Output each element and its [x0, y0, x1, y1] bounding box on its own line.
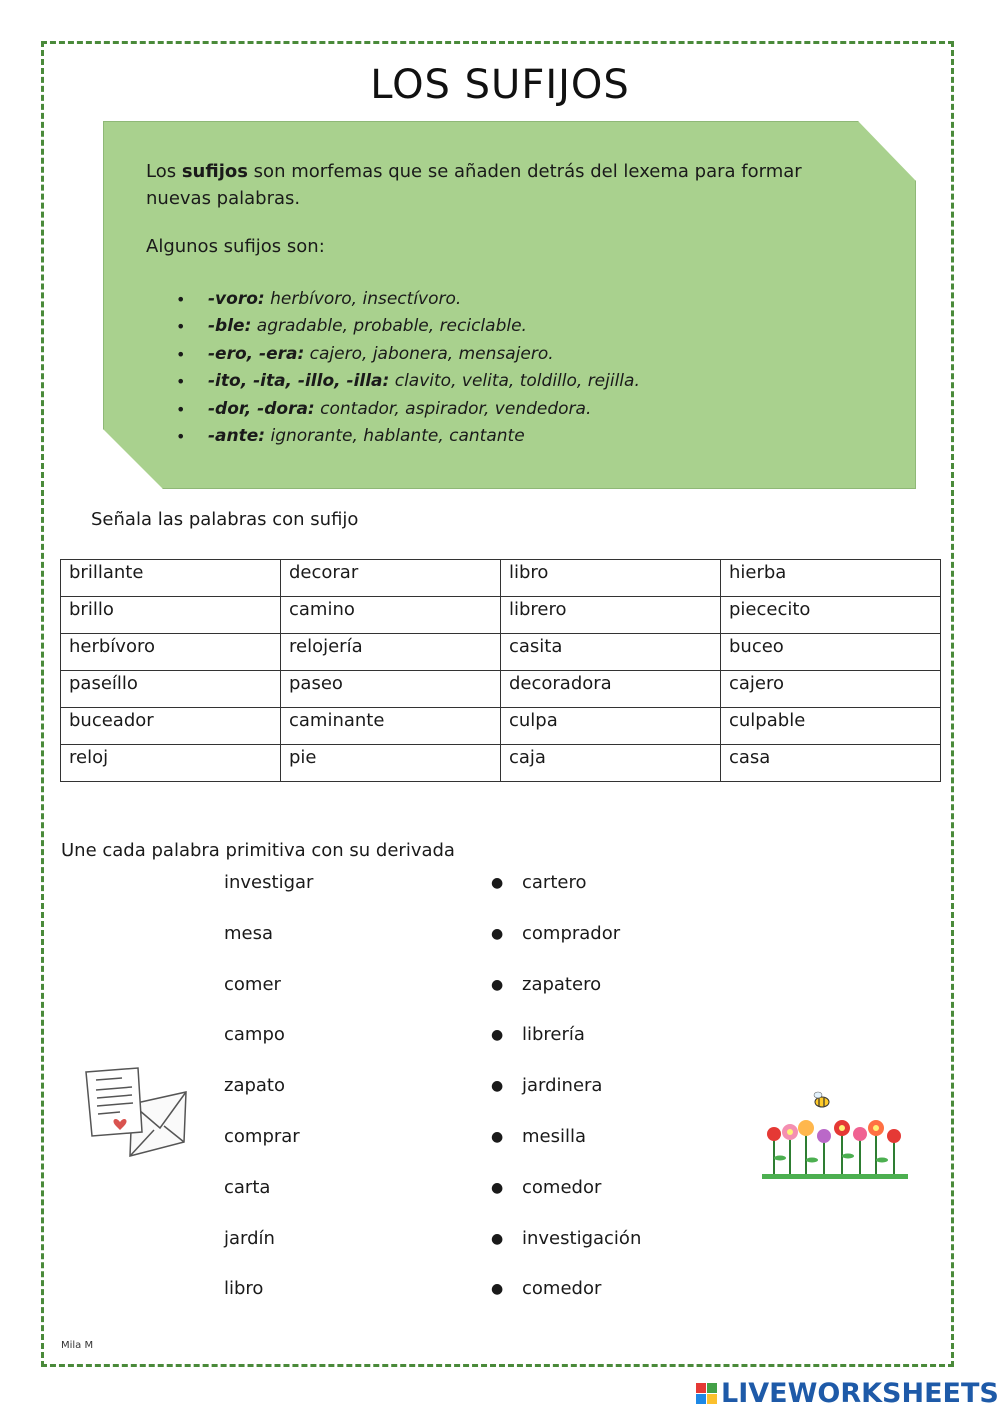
derived-word-label: jardinera: [522, 1075, 603, 1097]
primitive-word[interactable]: comprar: [224, 1125, 300, 1147]
primitive-word[interactable]: zapato: [224, 1075, 286, 1097]
derived-word-label: comprador: [522, 922, 621, 944]
suffix-name: -ito, -ita, -illo, -illa:: [208, 371, 390, 392]
definition-term: sufijos: [181, 161, 248, 182]
derived-word[interactable]: [491, 1125, 641, 1176]
table-row: [61, 671, 941, 708]
bullet-icon: ●: [491, 1230, 504, 1247]
derived-word-label: zapatero: [522, 973, 602, 995]
word-cell[interactable]: herbívoro: [61, 634, 281, 671]
derived-word[interactable]: [491, 1074, 641, 1125]
derived-word-label: cartero: [522, 872, 587, 893]
word-cell[interactable]: brillante: [61, 560, 281, 597]
suffix-examples: ignorante, hablante, cantante: [265, 426, 525, 447]
word-cell[interactable]: decoradora: [501, 671, 721, 708]
suffix-examples: clavito, velita, toldillo, rejilla.: [389, 371, 640, 392]
derived-word-label: comedor: [522, 1278, 602, 1300]
derived-word[interactable]: [491, 871, 641, 922]
bullet-icon: ●: [491, 1078, 504, 1095]
derived-word-list: [491, 871, 641, 1328]
bullet-icon: ●: [491, 1027, 504, 1044]
brand-logo-icon: [696, 1383, 717, 1404]
word-cell[interactable]: pie: [281, 745, 501, 782]
derived-word[interactable]: [491, 922, 641, 973]
suffix-name: -ble:: [208, 316, 252, 337]
derived-word[interactable]: [491, 1277, 641, 1328]
bullet-icon: ●: [491, 925, 504, 942]
table-row: [61, 597, 941, 634]
brand-footer[interactable]: [696, 1378, 999, 1409]
exercise2-instruction: Une cada palabra primitiva con su derivada: [61, 840, 455, 861]
suffix-item: [176, 368, 640, 395]
suffix-examples: cajero, jabonera, mensajero.: [304, 343, 554, 364]
derived-word-label: mesilla: [522, 1125, 587, 1147]
word-cell[interactable]: casita: [501, 634, 721, 671]
word-cell[interactable]: camino: [281, 597, 501, 634]
primitive-word[interactable]: comer: [224, 973, 281, 995]
bullet-icon: ●: [491, 875, 504, 891]
bullet-icon: ●: [491, 976, 504, 993]
brand-name: LIVEWORKSHEETS: [721, 1378, 999, 1409]
author-credit: Mila M: [61, 1340, 94, 1351]
page-title: LOS SUFIJOS: [370, 62, 630, 108]
definition-prefix: Los: [146, 161, 182, 182]
primitive-word[interactable]: carta: [224, 1176, 271, 1198]
suffix-item: [176, 286, 640, 313]
table-row: [61, 560, 941, 597]
word-cell[interactable]: relojería: [281, 634, 501, 671]
primitive-word[interactable]: mesa: [224, 922, 274, 944]
word-cell[interactable]: cajero: [721, 671, 941, 708]
word-table: [60, 559, 941, 782]
primitive-word-list: [224, 871, 313, 1328]
suffix-item: [176, 396, 640, 423]
word-cell[interactable]: paseíllo: [61, 671, 281, 708]
word-cell[interactable]: hierba: [721, 560, 941, 597]
word-cell[interactable]: reloj: [61, 745, 281, 782]
suffix-name: -ero, -era:: [208, 343, 305, 364]
table-row: [61, 634, 941, 671]
suffix-name: -dor, -dora:: [208, 398, 315, 419]
table-row: [61, 745, 941, 782]
suffix-examples: contador, aspirador, vendedora.: [314, 398, 592, 419]
derived-word[interactable]: [491, 1023, 641, 1074]
word-cell[interactable]: brillo: [61, 597, 281, 634]
primitive-word[interactable]: investigar: [224, 872, 314, 893]
word-cell[interactable]: caminante: [281, 708, 501, 745]
word-cell[interactable]: casa: [721, 745, 941, 782]
definition-rest: son morfemas que se añaden detrás del lexema para formar nuevas palabras.: [146, 161, 802, 209]
word-cell[interactable]: piececito: [721, 597, 941, 634]
some-suffixes-label: Algunos sufijos son:: [146, 236, 325, 257]
word-cell[interactable]: culpa: [501, 708, 721, 745]
primitive-word[interactable]: jardín: [224, 1227, 275, 1249]
flowers-illustration: [762, 1088, 912, 1187]
bullet-icon: ●: [491, 1179, 504, 1196]
definition-text: [146, 158, 866, 212]
suffix-item: [176, 423, 640, 450]
derived-word[interactable]: [491, 973, 641, 1024]
exercise1-instruction: Señala las palabras con sufijo: [91, 509, 359, 530]
suffix-item: [176, 341, 640, 368]
suffix-name: -ante:: [208, 426, 266, 447]
suffix-examples: agradable, probable, reciclable.: [251, 316, 527, 337]
derived-word-label: librería: [522, 1024, 585, 1046]
word-cell[interactable]: culpable: [721, 708, 941, 745]
word-cell[interactable]: buceador: [61, 708, 281, 745]
derived-word[interactable]: [491, 1227, 641, 1278]
word-cell[interactable]: paseo: [281, 671, 501, 708]
bullet-icon: ●: [491, 1281, 504, 1298]
suffix-name: -voro:: [208, 289, 265, 309]
derived-word[interactable]: [491, 1176, 641, 1227]
suffix-list: [176, 286, 640, 450]
primitive-word[interactable]: libro: [224, 1278, 264, 1300]
suffix-item: [176, 313, 640, 340]
bullet-icon: ●: [491, 1128, 504, 1145]
primitive-word[interactable]: campo: [224, 1024, 285, 1046]
word-cell[interactable]: decorar: [281, 560, 501, 597]
table-row: [61, 708, 941, 745]
suffix-examples: herbívoro, insectívoro.: [264, 289, 462, 309]
derived-word-label: comedor: [522, 1176, 602, 1198]
word-cell[interactable]: caja: [501, 745, 721, 782]
letter-envelope-illustration: [80, 1064, 190, 1168]
derived-word-label: investigación: [522, 1227, 642, 1249]
word-cell[interactable]: librero: [501, 597, 721, 634]
word-cell[interactable]: libro: [501, 560, 721, 597]
word-cell[interactable]: buceo: [721, 634, 941, 671]
